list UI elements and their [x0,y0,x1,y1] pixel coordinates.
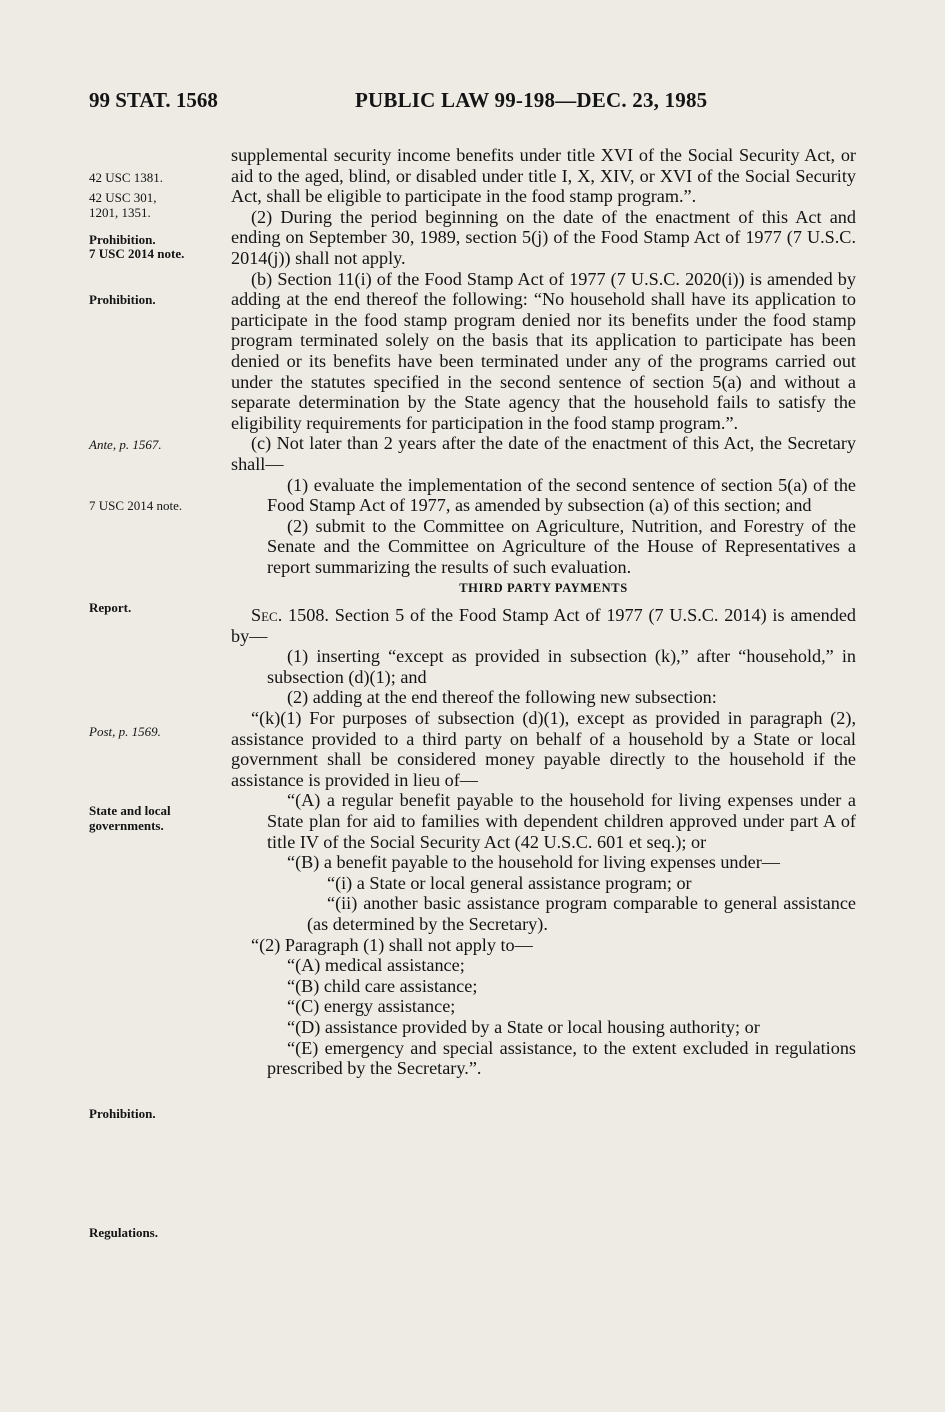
margin-note: Report. [89,600,132,615]
margin-note: Prohibition. [89,1106,156,1121]
margin-note: State and local [89,803,171,818]
paragraph [231,605,856,646]
margin-note: 42 USC 301, [89,190,157,205]
paragraph: “(ii) another basic assistance program comparable to general assistance (as determined by the Secretary). [307,893,856,934]
paragraph: “(C) energy assistance; [287,996,456,1017]
paragraph: supplemental security income benefits under title XVI of the Social Security Act, or aid to the aged, blind, or disabled under title I, X, XIV, or XVI of the Social Security Act, shall be eligible to participate in the food stamp program.”. [231,145,856,207]
paragraph: “(A) a regular benefit payable to the household for living expenses under a State plan for aid to families with dependent children approved under part A of title IV of the Social Security Act (42 U.S.C. 601 et seq.); or [267,790,856,852]
statute-page-number: 99 STAT. 1568 [89,88,218,112]
paragraph: (b) Section 11(i) of the Food Stamp Act of 1977 (7 U.S.C. 2020(i)) is amended by adding at the end thereof the following: “No household shall have its application to participate in the food stamp program denied nor its benefits under the food stamp program terminated solely on the basis that its application to participate has been denied or its benefits have been terminated under any of the programs carried out under the statutes specified in the second sentence of section 5(a) and without a separate determination by the State agency that the household fails to satisfy the eligibility requirements for participation in the food stamp program.”. [231,268,856,433]
margin-note: 7 USC 2014 note. [89,498,183,513]
paragraph: “(i) a State or local general assistance program; or [327,872,692,893]
paragraph-text: Section 5 of the Food Stamp Act of 1977 (7 U.S.C. 2014) is amended by— [231,605,856,646]
paragraph: (c) Not later than 2 years after the date of the enactment of this Act, the Secretary shall— [231,433,856,474]
paragraph: (1) inserting “except as provided in subsection (k),” after “household,” in subsection (d)(1); and [267,646,856,687]
paragraph: (2) adding at the end thereof the following new subsection: [287,687,717,708]
margin-note: 42 USC 1381. [89,170,164,185]
margin-note: Prohibition. [89,292,156,307]
paragraph: “(B) a benefit payable to the household for living expenses under— [287,852,780,873]
margin-note: 7 USC 2014 note. [89,246,185,261]
law-title: PUBLIC LAW 99-198—DEC. 23, 1985 [355,88,708,112]
paragraph: “(k)(1) For purposes of subsection (d)(1), except as provided in paragraph (2), assistance provided to a third party on behalf of a household by a State or local government shall be considered money payable directly to the household if the assistance is provided in lieu of— [231,708,856,790]
margin-note: Prohibition. [89,232,156,247]
page-header [0,88,945,118]
paragraph: “(A) medical assistance; [287,955,465,976]
paragraph: “(B) child care assistance; [287,975,478,996]
paragraph: (2) During the period beginning on the date of the enactment of this Act and ending on September 30, 1989, section 5(j) of the Food Stamp Act of 1977 (7 U.S.C. 2014(j)) shall not apply. [231,206,856,268]
paragraph: “(2) Paragraph (1) shall not apply to— [251,934,533,955]
paragraph: “(D) assistance provided by a State or local housing authority; or [287,1016,760,1037]
margin-note: Ante, p. 1567. [89,437,162,452]
section-heading: THIRD PARTY PAYMENTS [459,581,628,596]
section-label: Sec. 1508. [251,605,329,626]
paragraph: (2) submit to the Committee on Agriculture, Nutrition, and Forestry of the Senate and the Committee on Agriculture of the House of Representatives a report summarizing the results of such evaluation. [267,515,856,577]
paragraph: “(E) emergency and special assistance, to the extent excluded in regulations prescribed by the Secretary.”. [267,1037,856,1079]
paragraph: (1) evaluate the implementation of the second sentence of section 5(a) of the Food Stamp Act of 1977, as amended by subsection (a) of this section; and [267,474,856,516]
margin-note: 1201, 1351. [89,205,151,220]
margin-note: Post, p. 1569. [89,724,161,739]
margin-note: governments. [89,818,164,833]
margin-note: Regulations. [89,1225,158,1240]
statute-text [231,145,856,1079]
